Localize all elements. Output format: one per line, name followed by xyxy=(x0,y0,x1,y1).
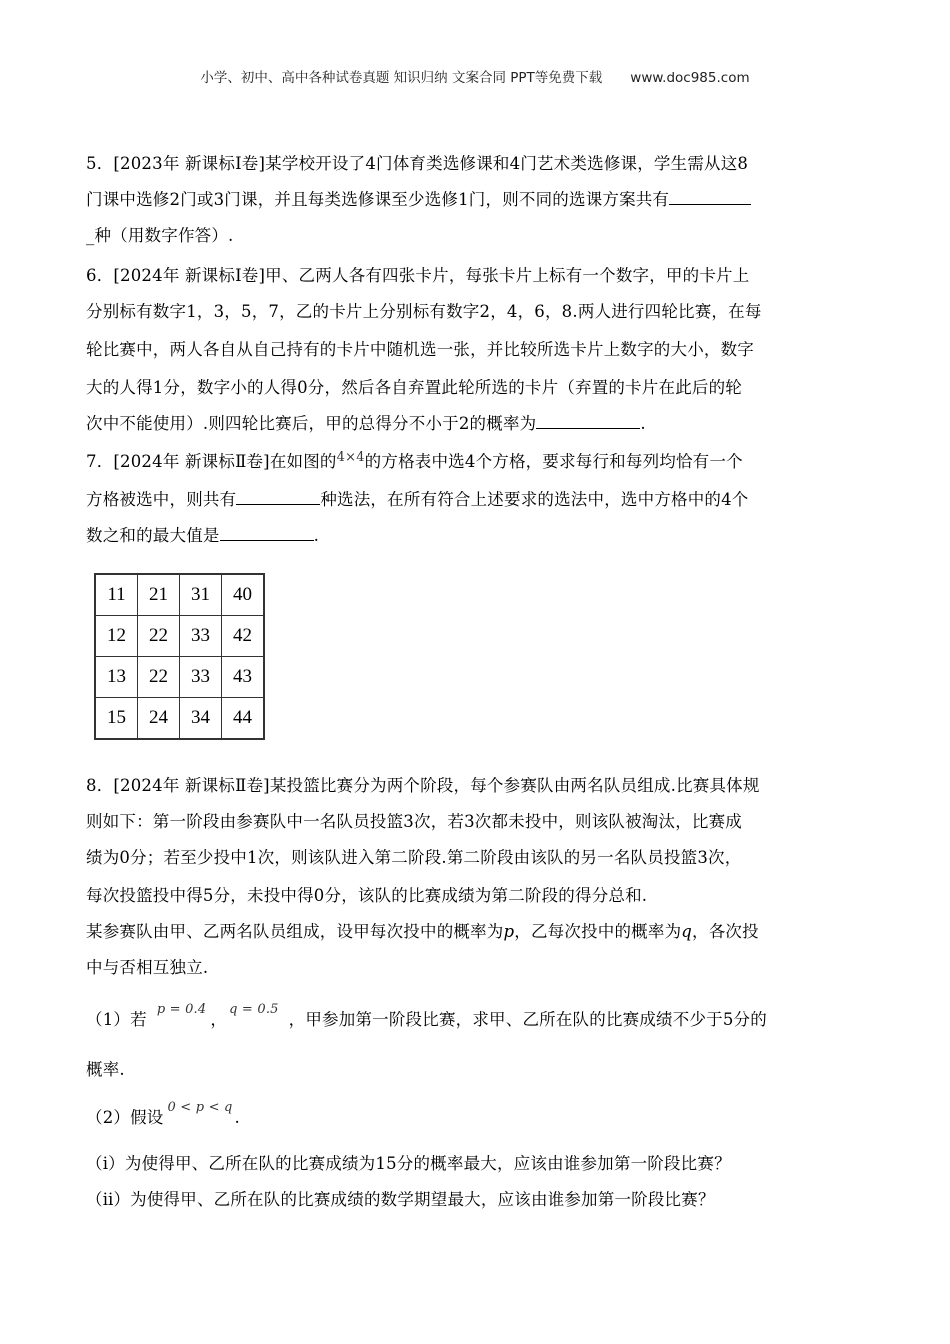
q6-answer-blank[interactable] xyxy=(536,412,640,429)
grid-cell: 44 xyxy=(222,698,265,740)
q7-line-1 xyxy=(86,450,743,476)
q8-line-5-b: ，乙每次投中的概率为 xyxy=(514,922,682,941)
q5-line-3: _种（用数字作答）. xyxy=(86,226,234,245)
q6-line-2: 分别标有数字1，3，5，7，乙的卡片上分别标有数字2，4，6，8.两人进行四轮比赛，在每 xyxy=(86,302,762,321)
q8-line-6: 中与否相互独立. xyxy=(86,958,209,977)
q7-grid-size-math: 4×4 xyxy=(336,450,365,465)
q8-part-1-line-2: 概率. xyxy=(86,1060,125,1079)
q5-line-1: 5．[2023年 新课标Ⅰ卷]某学校开设了4门体育类选修课和4门艺术类选修课，学生需从这8 xyxy=(86,154,749,173)
q8-part-2-a: （2）假设 xyxy=(86,1108,164,1127)
q8-var-p: p xyxy=(503,922,515,941)
q7-answer-blank-2[interactable] xyxy=(220,524,314,541)
q6-line-4: 大的人得1分，数字小的人得0分，然后各自弃置此轮所选的卡片（弃置的卡片在此后的轮 xyxy=(86,378,742,397)
grid-cell: 13 xyxy=(95,657,138,698)
q7-line-3-end: . xyxy=(313,526,320,545)
q7-line-1-b: 的方格表中选4个方格，要求每行和每列均恰有一个 xyxy=(364,452,743,471)
grid-cell: 22 xyxy=(138,616,180,657)
q8-part-1-a: （1）若 xyxy=(86,1010,147,1029)
q7-line-1-a: 7．[2024年 新课标Ⅱ卷]在如图的 xyxy=(86,452,337,471)
grid-cell: 21 xyxy=(138,574,180,616)
q7-line-3 xyxy=(86,524,319,548)
q5-line-2 xyxy=(86,188,751,212)
header-site-link[interactable]: www.doc985.com xyxy=(630,70,750,86)
grid-cell: 43 xyxy=(222,657,265,698)
q8-sub-question-1: （ⅰ）为使得甲、乙所在队的比赛成绩为15分的概率最大，应该由谁参加第一阶段比赛？ xyxy=(86,1154,731,1173)
q6-line-3: 轮比赛中，两人各自从自己持有的卡片中随机选一张，并比较所选卡片上数字的大小，数字 xyxy=(86,340,754,359)
q8-line-4: 每次投篮投中得5分，未投中得0分，该队的比赛成绩为第二阶段的得分总和. xyxy=(86,886,648,905)
q6-line-5 xyxy=(86,412,646,436)
grid-cell: 15 xyxy=(95,698,138,740)
q8-line-5 xyxy=(86,920,759,944)
q8-part-2 xyxy=(86,1100,240,1132)
grid-cell: 42 xyxy=(222,616,265,657)
q5-line-2-text: 门课中选修2门或3门课，并且每类选修课至少选修1门，则不同的选课方案共有 xyxy=(86,190,670,209)
q8-part-1-b: ，甲参加第一阶段比赛，求甲、乙所在队的比赛成绩不少于5分的 xyxy=(288,1010,767,1029)
grid-cell: 24 xyxy=(138,698,180,740)
grid-row xyxy=(95,657,264,698)
grid-row xyxy=(95,698,264,740)
q6-line-5-end: . xyxy=(640,414,646,433)
grid-row xyxy=(95,616,264,657)
q7-answer-blank-1[interactable] xyxy=(236,488,320,505)
page-header xyxy=(0,66,950,86)
q7-line-2 xyxy=(86,488,749,512)
q8-line-3: 绩为0分；若至少投中1次，则该队进入第二阶段.第二阶段由该队的另一名队员投篮3次， xyxy=(86,848,742,867)
grid-cell: 40 xyxy=(222,574,265,616)
q8-line-5-a: 某参赛队由甲、乙两名队员组成，设甲每次投中的概率为 xyxy=(86,922,504,941)
q8-line-2: 则如下：第一阶段由参赛队中一名队员投篮3次，若3次都未投中，则该队被淘汰，比赛成 xyxy=(86,812,742,831)
q8-line-1: 8．[2024年 新课标Ⅱ卷]某投篮比赛分为两个阶段，每个参赛队由两名队员组成.比赛具体规 xyxy=(86,776,760,795)
grid-cell: 11 xyxy=(95,574,138,616)
q8-sub-question-2: （ⅱ）为使得甲、乙所在队的比赛成绩的数学期望最大，应该由谁参加第一阶段比赛？ xyxy=(86,1190,715,1209)
q7-number-grid xyxy=(94,573,265,740)
grid-cell: 12 xyxy=(95,616,138,657)
header-text: 小学、初中、高中各种试卷真题 知识归纳 文案合同 PPT等免费下载 xyxy=(200,70,603,86)
q7-line-3-a: 数之和的最大值是 xyxy=(86,526,220,545)
grid-cell: 33 xyxy=(180,616,222,657)
q8-part-1-q-value: q = 0.5 xyxy=(229,1002,279,1017)
q8-part-1-comma: ， xyxy=(210,1010,228,1029)
q8-part-2-end: . xyxy=(234,1108,240,1127)
q8-part-1-p-value: p = 0.4 xyxy=(156,1002,207,1017)
grid-cell: 33 xyxy=(180,657,222,698)
q6-line-5-text: 次中不能使用）.则四轮比赛后，甲的总得分不小于2的概率为 xyxy=(86,414,537,433)
grid-row xyxy=(95,574,264,616)
q6-line-1: 6．[2024年 新课标Ⅰ卷]甲、乙两人各有四张卡片，每张卡片上标有一个数字，甲的卡片上 xyxy=(86,266,750,285)
q8-var-q: q xyxy=(681,922,693,941)
q7-line-2-a: 方格被选中，则共有 xyxy=(86,490,237,509)
q8-line-5-c: ，各次投 xyxy=(692,922,759,941)
q8-part-1-line-1 xyxy=(86,1002,767,1034)
grid-cell: 22 xyxy=(138,657,180,698)
q5-answer-blank[interactable] xyxy=(669,188,751,205)
grid-cell: 34 xyxy=(180,698,222,740)
q7-line-2-b: 种选法，在所有符合上述要求的选法中，选中方格中的4个 xyxy=(320,490,749,509)
q8-part-2-math: 0 < p < q xyxy=(167,1100,233,1115)
grid-cell: 31 xyxy=(180,574,222,616)
